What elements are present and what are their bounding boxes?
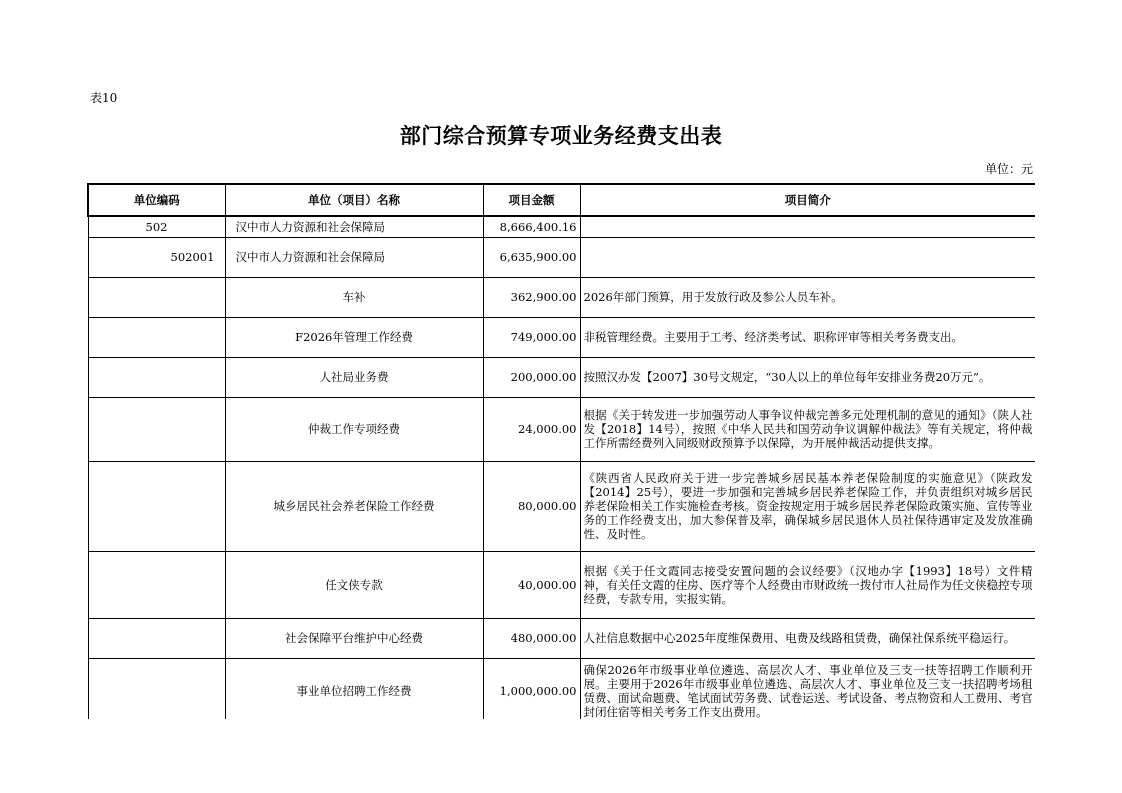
table-row bbox=[88, 216, 1035, 237]
budget-table-container bbox=[87, 183, 1035, 719]
amount-cell: 6,635,900.00 bbox=[483, 237, 580, 277]
amount-cell: 749,000.00 bbox=[483, 317, 580, 357]
table-header-row bbox=[88, 184, 1035, 216]
table-row bbox=[88, 237, 1035, 277]
project-name-cell: 仲裁工作专项经费 bbox=[225, 397, 483, 461]
table-row bbox=[88, 397, 1035, 461]
column-header-code: 单位编码 bbox=[88, 184, 225, 216]
table-row bbox=[88, 658, 1035, 719]
unit-code-cell bbox=[88, 658, 225, 719]
amount-cell: 200,000.00 bbox=[483, 357, 580, 397]
unit-code-cell bbox=[88, 277, 225, 317]
description-cell: 2026年部门预算，用于发放行政及参公人员车补。 bbox=[580, 277, 1035, 317]
project-name-cell: 城乡居民社会养老保险工作经费 bbox=[225, 461, 483, 551]
unit-label: 单位：元 bbox=[984, 162, 1033, 176]
table-row bbox=[88, 317, 1035, 357]
description-cell: 非税管理经费。主要用于工考、经济类考试、职称评审等相关考务费支出。 bbox=[580, 317, 1035, 357]
table-row bbox=[88, 357, 1035, 397]
unit-code-cell bbox=[88, 397, 225, 461]
amount-cell: 480,000.00 bbox=[483, 618, 580, 658]
description-cell: 人社信息数据中心2025年度维保费用、电费及线路租赁费，确保社保系统平稳运行。 bbox=[580, 618, 1035, 658]
table-number: 表10 bbox=[90, 91, 118, 105]
project-name-cell: 事业单位招聘工作经费 bbox=[225, 658, 483, 719]
description-cell: 《陕西省人民政府关于进一步完善城乡居民基本养老保险制度的实施意见》（陕政发【2014】25号），要进一步加强和完善城乡居民养老保险工作，并负责组织对城乡居民养老保险相关工作实施检查考核。资金按规定用于城乡居民养老保险政策实施、宣传等业务的工作经费支出，加大参保普及率，确保城乡居民退休人员社保待遇审定及发放准确性、及时性。 bbox=[580, 461, 1035, 551]
unit-code-cell bbox=[88, 357, 225, 397]
column-header-name: 单位（项目）名称 bbox=[225, 184, 483, 216]
description-cell bbox=[580, 216, 1035, 237]
project-name-cell: 社会保障平台维护中心经费 bbox=[225, 618, 483, 658]
unit-code-cell bbox=[88, 551, 225, 618]
project-name-cell: 车补 bbox=[225, 277, 483, 317]
description-cell: 确保2026年市级事业单位遴选、高层次人才、事业单位及三支一扶等招聘工作顺利开展。主要用于2026年市级事业单位遴选、高层次人才、事业单位及三支一扶招聘考场租赁费、面试命题费、笔试面试劳务费、试卷运送、考试设备、考点物资和人工费用、考官封闭住宿等相关考务工作支出费用。 bbox=[580, 658, 1035, 719]
project-name-cell: F2026年管理工作经费 bbox=[225, 317, 483, 357]
description-cell: 按照汉办发【2007】30号文规定，“30人以上的单位每年安排业务费20万元”。 bbox=[580, 357, 1035, 397]
table-row bbox=[88, 461, 1035, 551]
project-name-cell: 人社局业务费 bbox=[225, 357, 483, 397]
budget-table bbox=[87, 183, 1035, 719]
description-cell: 根据《关于转发进一步加强劳动人事争议仲裁完善多元处理机制的意见的通知》（陕人社发【2018】14号），按照《中华人民共和国劳动争议调解仲裁法》等有关规定，将仲裁工作所需经费列入同级财政预算予以保障，为开展仲裁活动提供支撑。 bbox=[580, 397, 1035, 461]
page-title: 部门综合预算专项业务经费支出表 bbox=[399, 123, 723, 148]
unit-name-cell: 汉中市人力资源和社会保障局 bbox=[225, 216, 483, 237]
description-cell bbox=[580, 237, 1035, 277]
project-name-cell: 任文侠专款 bbox=[225, 551, 483, 618]
column-header-description: 项目简介 bbox=[580, 184, 1035, 216]
amount-cell: 80,000.00 bbox=[483, 461, 580, 551]
unit-code-cell bbox=[88, 317, 225, 357]
amount-cell: 24,000.00 bbox=[483, 397, 580, 461]
amount-cell: 8,666,400.16 bbox=[483, 216, 580, 237]
unit-code-cell bbox=[88, 461, 225, 551]
amount-cell: 40,000.00 bbox=[483, 551, 580, 618]
table-row bbox=[88, 618, 1035, 658]
unit-code-cell: 502 bbox=[88, 216, 225, 237]
description-cell: 根据《关于任文霞同志接受安置问题的会议经要》（汉地办字【1993】18号）文件精神，有关任文霞的住房、医疗等个人经费由市财政统一拨付市人社局作为任文侠稳控专项经费，专款专用，实报实销。 bbox=[580, 551, 1035, 618]
unit-code-cell: 502001 bbox=[88, 237, 225, 277]
amount-cell: 1,000,000.00 bbox=[483, 658, 580, 719]
table-row bbox=[88, 277, 1035, 317]
table-row bbox=[88, 551, 1035, 618]
column-header-amount: 项目金额 bbox=[483, 184, 580, 216]
unit-name-cell: 汉中市人力资源和社会保障局 bbox=[225, 237, 483, 277]
amount-cell: 362,900.00 bbox=[483, 277, 580, 317]
unit-code-cell bbox=[88, 618, 225, 658]
